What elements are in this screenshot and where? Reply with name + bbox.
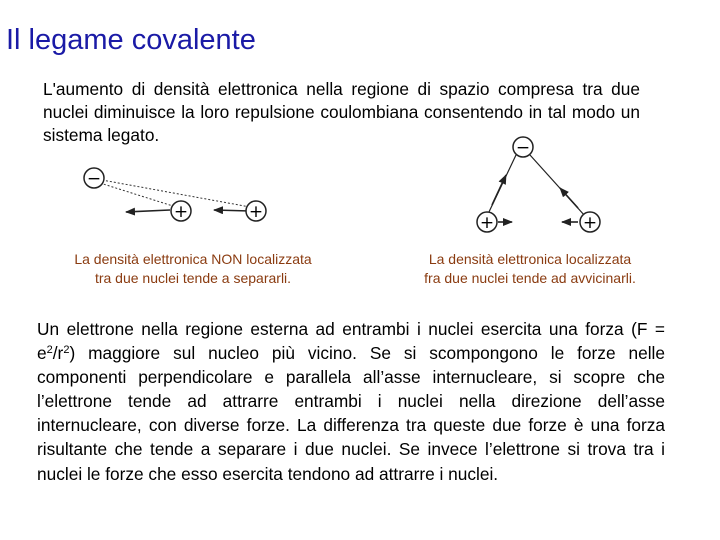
svg-text:−: − xyxy=(515,138,531,158)
arrow-left-nucleus-attraction xyxy=(492,175,506,205)
electron-symbol-left xyxy=(84,168,104,189)
caption-left xyxy=(48,250,338,288)
svg-text:+: + xyxy=(248,202,264,222)
body-superscript-1: 2 xyxy=(46,344,53,357)
diagram-left xyxy=(84,168,266,222)
body-text-part1: Un elettrone nella regione esterna ad entrambi i nuclei esercita una forza (F = e xyxy=(37,319,665,364)
diagram-right xyxy=(477,137,600,233)
body-text-part3: ) maggiore sul nucleo più vicino. Se si scompongono le forze nelle componenti perpendicolare e parallela all’asse internucleare, si scopre che l’elettrone tende ad attrarre entrambi i nuclei nella direzione dell’asse internucleare, con diverse forze. La differenza tra queste due forze è una forza risultante che tende a separare i due nuclei. Se invece l’elettrone si trova tra i nuclei le forze che esso esercita tendono ad attrarre i nuclei. xyxy=(37,343,665,484)
caption-right-line2: fra due nuclei tende ad avvicinarli. xyxy=(424,270,636,286)
intro-paragraph: L'aumento di densità elettronica nella regione di spazio compresa tra due nuclei diminuisce la loro repulsione coulombiana consentendo in tal modo un sistema legato. xyxy=(43,79,640,145)
body-superscript-2: 2 xyxy=(63,344,70,357)
body-paragraph xyxy=(37,317,665,486)
svg-text:+: + xyxy=(479,213,495,233)
nucleus-symbol-right-2 xyxy=(580,212,600,233)
nucleus-symbol-left-2 xyxy=(246,201,266,222)
arrow-force-on-far-nucleus xyxy=(214,210,250,211)
page-title: Il legame covalente xyxy=(6,24,256,56)
nucleus-symbol-left-1 xyxy=(171,201,191,222)
arrow-right-nucleus-attraction xyxy=(560,188,578,208)
arrow-force-on-near-nucleus xyxy=(126,210,170,212)
electron-symbol-right xyxy=(513,137,533,158)
body-text-part2: /r xyxy=(52,343,64,364)
svg-text:+: + xyxy=(582,213,598,233)
caption-right-line1: La densità elettronica localizzata xyxy=(428,251,632,267)
caption-left-line2: tra due nuclei tende a separarli. xyxy=(94,270,292,286)
svg-text:−: − xyxy=(86,169,102,189)
caption-right xyxy=(390,250,670,288)
caption-left-line1: La densità elettronica NON localizzata xyxy=(74,251,312,267)
svg-text:+: + xyxy=(173,202,189,222)
nucleus-symbol-right-1 xyxy=(477,212,497,233)
